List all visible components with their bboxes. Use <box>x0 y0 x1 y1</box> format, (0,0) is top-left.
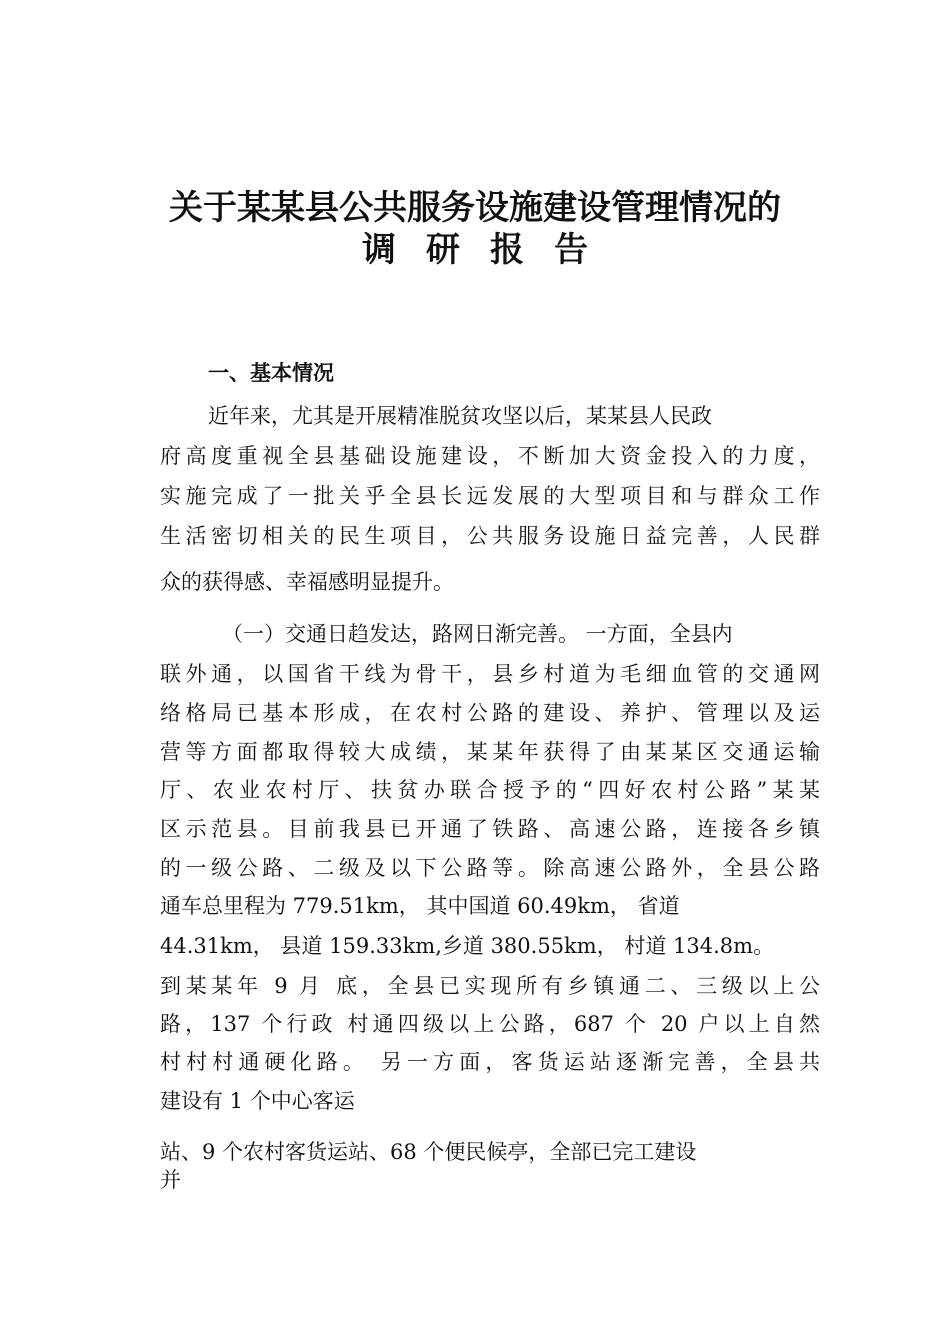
paragraph-line: 路，137 个行政 村通四级以上公路，687 个 20 户以上自然 <box>160 1012 820 1036</box>
paragraph-line: 众的获得感、幸福感明显提升。 <box>160 570 454 594</box>
paragraph-line: 络格局已基本形成，在农村公路的建设、养护、管理以及运 <box>160 701 820 725</box>
paragraph-line: 营等方面都取得较大成绩，某某年获得了由某某区交通运输 <box>160 740 820 764</box>
paragraph-line: 的一级公路、二级及以下公路等。除高速公路外，全县公路 <box>160 856 820 880</box>
paragraph-line: 村村村通硬化路。 另一方面，客货运站逐渐完善，全县共 <box>160 1050 820 1074</box>
paragraph-line: 站、9 个农村客货运站、68 个便民候亭，全部已完工建设 <box>160 1140 697 1164</box>
paragraph-line: 府高度重视全县基础设施建设，不断加大资金投入的力度， <box>160 444 820 468</box>
paragraph-line: 实施完成了一批关乎全县长远发展的大型项目和与群众工作 <box>160 484 820 508</box>
paragraph-line: 联外通，以国省干线为骨干，县乡村道为毛细血管的交通网 <box>160 662 820 686</box>
paragraph-line: 通车总里程为 779.51km， 其中国道 60.49km， 省道 <box>160 894 680 918</box>
document-title-line1: 关于某某县公共服务设施建设管理情况的 <box>169 188 781 228</box>
paragraph-line: 近年来，尤其是开展精准脱贫攻坚以后，某某县人民政 <box>208 404 712 428</box>
paragraph-line: 并 <box>160 1168 181 1192</box>
paragraph-line: 到某某年 9 月 底，全县已实现所有乡镇通二、三级以上公 <box>160 974 820 998</box>
paragraph-line: 生活密切相关的民生项目，公共服务设施日益完善，人民群 <box>160 524 820 548</box>
paragraph-line: 建设有 1 个中心客运 <box>160 1089 355 1113</box>
section-heading-basic-situation: 一、基本情况 <box>208 361 334 385</box>
paragraph-line: 厅、农业农村厅、扶贫办联合授予的“四好农村公路”某某 <box>160 778 820 802</box>
document-title-line2: 调研报告 <box>362 230 618 270</box>
paragraph-line: （一）交通日趋发达，路网日渐完善。 一方面，全县内 <box>222 622 733 646</box>
paragraph-line: 区示范县。目前我县已开通了铁路、高速公路，连接各乡镇 <box>160 817 820 841</box>
paragraph-line: 44.31km， 县道 159.33km,乡道 380.55km， 村道 134.8m。 <box>160 934 775 958</box>
